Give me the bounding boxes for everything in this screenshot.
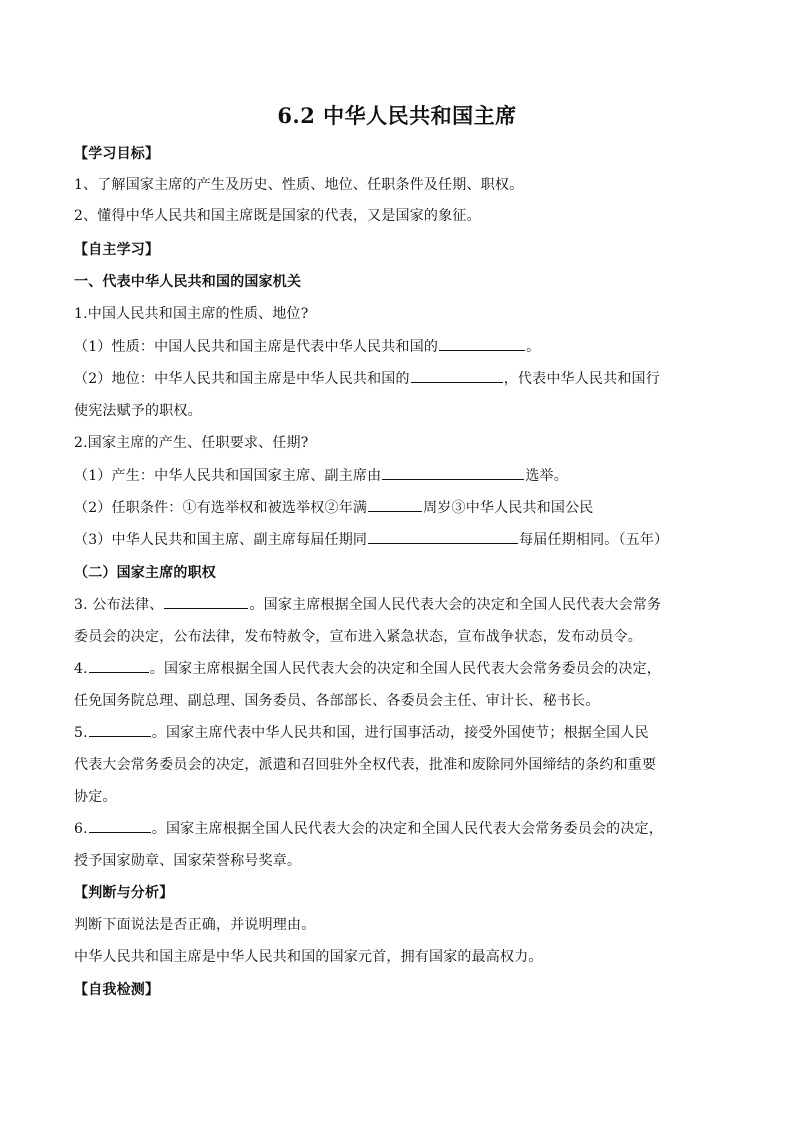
fill-blank[interactable] <box>411 368 503 383</box>
power-4-text: 4. <box>74 661 88 677</box>
question-2: 2.国家主席的产生、任职要求、任期? <box>74 435 309 451</box>
power-3-text-end: 。国家主席根据全国人民代表大会的决定和全国人民代表大会常务 <box>249 597 662 613</box>
objective-item-2: 2、懂得中华人民共和国主席既是国家的代表，又是国家的象征。 <box>74 208 481 224</box>
self-test-heading: 【自我检测】 <box>74 982 160 998</box>
fill-blank[interactable] <box>368 497 422 512</box>
fill-blank[interactable] <box>382 465 524 480</box>
objective-item-1: 1、了解国家主席的产生及历史、性质、地位、任职条件及任期、职权。 <box>74 177 524 193</box>
question-1: 1.中国人民共和国主席的性质、地位? <box>74 306 309 322</box>
q2-answer-conditions-text: （2）任职条件：①有选举权和被选举权②年满 <box>74 500 368 516</box>
power-5-cont-1: 代表大会常务委员会的决定，派遣和召回驻外全权代表，批准和废除同外国缔结的条约和重要 <box>74 757 657 773</box>
power-4-cont: 任免国务院总理、副总理、国务委员、各部部长、各委员会主任、审计长、秘书长。 <box>74 693 600 709</box>
q1-answer-status <box>74 368 734 390</box>
judge-statement: 中华人民共和国主席是中华人民共和国的国家元首，拥有国家的最高权力。 <box>74 949 543 965</box>
page-title: 6.2 中华人民共和国主席 <box>277 103 517 128</box>
q2-answer-origin-text: （1）产生：中华人民共和国国家主席、副主席由 <box>74 468 382 484</box>
power-5-text-end: 。国家主席代表中华人民共和国，进行国事活动，接受外国使节；根据全国人民 <box>151 725 649 741</box>
fill-blank[interactable] <box>164 594 248 609</box>
q1-answer-status-text: （2）地位：中华人民共和国主席是中华人民共和国的 <box>74 371 410 387</box>
q2-answer-term-end: 每届任期相同。（五年） <box>519 532 669 548</box>
fill-blank[interactable] <box>368 529 518 544</box>
fill-blank[interactable] <box>439 336 525 351</box>
q2-answer-conditions-end: 周岁③中华人民共和国公民 <box>423 500 594 516</box>
power-6-text: 6. <box>74 821 88 837</box>
power-5-text: 5. <box>74 725 88 741</box>
judge-instruction: 判断下面说法是否正确，并说明理由。 <box>74 917 316 933</box>
q2-answer-origin-end: 选举。 <box>525 468 568 484</box>
q1-answer-nature-text: （1）性质：中国人民共和国主席是代表中华人民共和国的 <box>74 339 439 355</box>
fill-blank[interactable] <box>89 658 149 673</box>
part2-heading: （二）国家主席的职权 <box>74 565 216 581</box>
fill-blank[interactable] <box>89 722 151 737</box>
fill-blank[interactable] <box>89 818 151 833</box>
q1-answer-nature <box>74 336 734 358</box>
q2-answer-term <box>74 529 734 551</box>
power-5 <box>74 722 734 744</box>
judge-heading: 【判断与分析】 <box>74 885 174 901</box>
power-4-text-end: 。国家主席根据全国人民代表大会的决定和全国人民代表大会常务委员会的决定， <box>149 661 661 677</box>
objectives-heading: 【学习目标】 <box>74 146 160 162</box>
power-4 <box>74 658 734 680</box>
q2-answer-origin <box>74 465 734 487</box>
power-6-text-end: 。国家主席根据全国人民代表大会的决定和全国人民代表大会常务委员会的决定， <box>151 821 663 837</box>
q1-answer-status-cont: 使宪法赋予的职权。 <box>74 403 202 419</box>
q2-answer-conditions <box>74 497 734 519</box>
power-5-cont-2: 协定。 <box>74 789 117 805</box>
q1-answer-status-end: ，代表中华人民共和国行 <box>503 371 660 387</box>
power-3-cont: 委员会的决定，公布法律，发布特赦令，宣布进入紧急状态，宣布战争状态，发布动员令。 <box>74 629 642 645</box>
part1-heading: 一、代表中华人民共和国的国家机关 <box>74 274 302 290</box>
self-study-heading: 【自主学习】 <box>74 242 160 258</box>
q2-answer-term-text: （3）中华人民共和国主席、副主席每届任期同 <box>74 532 368 548</box>
power-3-text: 3. 公布法律、 <box>74 597 164 613</box>
power-3 <box>74 594 734 616</box>
q1-answer-nature-end: 。 <box>526 339 541 355</box>
power-6-cont: 授予国家勋章、国家荣誉称号奖章。 <box>74 853 302 869</box>
power-6 <box>74 818 734 840</box>
